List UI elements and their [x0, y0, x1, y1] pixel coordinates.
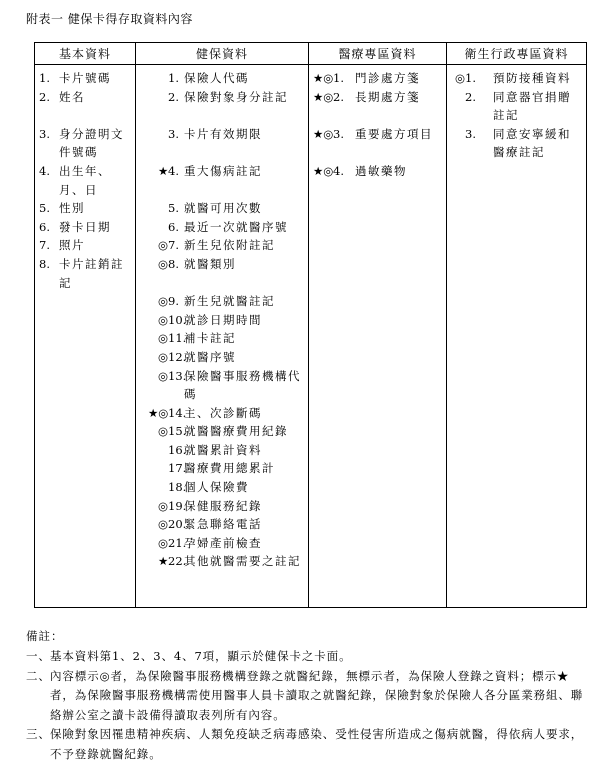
item-number: 3.: [333, 126, 344, 141]
spacer: [313, 106, 442, 125]
item-number: 1.: [333, 71, 344, 85]
item-text: 其他就醫需要之註記: [184, 554, 301, 569]
item-number: 6.: [168, 219, 179, 234]
list-item: [140, 367, 304, 404]
list-item: [140, 125, 304, 144]
item-text: 同意器官捐贈註記: [493, 89, 571, 123]
item-text: 身分證明文件號碼: [59, 126, 124, 160]
list-item: [140, 497, 304, 516]
list-item: [39, 88, 131, 107]
list-item: [39, 199, 131, 218]
item-number: 1.: [465, 71, 476, 85]
item-number: 13.: [168, 368, 187, 383]
marker-icon: ◎: [158, 294, 169, 309]
header-admin: 衛生行政專區資料: [447, 43, 587, 65]
item-number: 18.: [168, 480, 187, 495]
list-item: [313, 88, 442, 107]
list-item: [39, 162, 131, 199]
item-text: 新生兒依附註記: [184, 238, 275, 253]
list-item: [140, 69, 304, 88]
item-number: 4.: [39, 163, 50, 178]
spacer: [140, 181, 304, 200]
list-item: [140, 404, 304, 423]
item-number: 5.: [168, 201, 179, 216]
note-item: [26, 647, 592, 667]
item-number: 10.: [168, 312, 187, 327]
list-item: [140, 441, 304, 460]
marker-icon: ★◎: [313, 71, 334, 85]
marker-icon: ◎: [158, 368, 169, 383]
list-item: [451, 125, 582, 162]
item-text: 保險人代碼: [184, 71, 249, 85]
list-item: [313, 69, 442, 88]
note-text: 內容標示◎者，為保險醫事服務機構登錄之就醫紀錄，無標示者，為保險人登錄之資料；標示★者，為保險醫事服務機構需使用醫事人員卡讀取之就醫紀錄，保險對象於保險人各分區業務組、聯絡辦公室之讀卡設備得讀取表列所有內容。: [50, 668, 584, 722]
item-text: 卡片註銷註記: [59, 256, 124, 290]
item-number: 1.: [168, 71, 179, 85]
marker-icon: ◎: [158, 498, 169, 513]
marker-icon: ★◎: [313, 89, 334, 104]
item-text: 保健服務紀錄: [184, 498, 262, 513]
item-number: 8.: [39, 256, 50, 271]
spacer: [140, 274, 304, 293]
item-text: 個人保險費: [184, 480, 249, 495]
item-text: 預防接種資料: [493, 71, 571, 85]
item-text: 保險醫事服務機構代碼: [184, 368, 301, 402]
header-row: [35, 43, 587, 65]
list-item: [140, 515, 304, 534]
item-number: 7.: [39, 238, 50, 253]
list-item: [140, 311, 304, 330]
item-number: 3.: [465, 126, 476, 141]
list-item: [140, 218, 304, 237]
item-text: 發卡日期: [59, 219, 111, 234]
list-item: [39, 255, 131, 292]
list-item: [140, 292, 304, 311]
item-text: 過敏藥物: [355, 163, 407, 178]
item-number: 12.: [168, 349, 187, 364]
list-item: [140, 255, 304, 274]
spacer: [39, 106, 131, 125]
data-table: [34, 42, 587, 608]
page-title: 附表一 健保卡得存取資料內容: [26, 12, 193, 26]
item-text: 長期處方箋: [355, 89, 420, 104]
note-prefix: 三、: [26, 727, 51, 741]
spacer: [140, 106, 304, 125]
marker-icon: ★: [158, 163, 169, 178]
item-text: 出生年、月、日: [59, 163, 111, 197]
item-number: 2.: [333, 89, 344, 104]
item-number: 7.: [168, 238, 179, 253]
medical-column: [309, 65, 447, 608]
list-item: [140, 422, 304, 441]
note-prefix: 一、: [26, 649, 51, 663]
item-number: 1.: [39, 71, 50, 85]
item-text: 重要處方項目: [355, 126, 433, 141]
header-medical: 醫療專區資料: [309, 43, 447, 65]
item-number: 3.: [39, 126, 50, 141]
item-number: 16.: [168, 442, 187, 457]
item-text: 照片: [59, 238, 85, 253]
header-health: 健保資料: [136, 43, 309, 65]
item-text: 性別: [59, 201, 85, 216]
item-text: 緊急聯絡電話: [184, 517, 262, 532]
list-item: [39, 125, 131, 162]
list-item: [313, 125, 442, 144]
item-number: 17.: [168, 461, 187, 476]
spacer: [313, 143, 442, 162]
list-item: [140, 348, 304, 367]
item-number: 14.: [168, 405, 187, 420]
marker-icon: ◎: [158, 238, 169, 253]
list-item: [140, 199, 304, 218]
item-text: 卡片有效期限: [184, 126, 262, 141]
note-text: 保險對象因罹患精神疾病、人類免疫缺乏病毒感染、受性侵害所造成之傷病就醫，得依病人要求，不予登錄就醫紀錄。: [50, 727, 584, 761]
item-number: 19.: [168, 498, 187, 513]
list-item: [140, 478, 304, 497]
item-text: 就醫類別: [184, 256, 236, 271]
item-text: 重大傷病註記: [184, 163, 262, 178]
item-number: 6.: [39, 219, 50, 234]
basic-column: [35, 65, 136, 608]
marker-icon: ◎: [158, 517, 169, 532]
marker-icon: ◎: [158, 256, 169, 271]
item-number: 2.: [39, 89, 50, 104]
note-prefix: 二、: [26, 668, 51, 683]
marker-icon: ◎: [158, 535, 169, 550]
health-column: [136, 65, 309, 608]
item-number: 21.: [168, 535, 187, 550]
marker-icon: ◎: [158, 331, 169, 346]
list-item: [140, 162, 304, 181]
list-item: [140, 552, 304, 571]
item-number: 4.: [168, 163, 179, 178]
admin-column: [447, 65, 587, 608]
item-number: 2.: [168, 89, 179, 104]
item-text: 門診處方箋: [355, 71, 420, 85]
item-text: 就醫可用次數: [184, 201, 262, 216]
note-item: [26, 667, 592, 726]
item-number: 15.: [168, 424, 187, 439]
list-item: [451, 69, 582, 88]
item-text: 孕婦產前檢查: [184, 535, 262, 550]
item-number: 11.: [168, 331, 187, 346]
item-number: 5.: [39, 201, 50, 216]
list-item: [313, 162, 442, 181]
list-item: [140, 88, 304, 107]
list-item: [451, 88, 582, 125]
list-item: [140, 236, 304, 255]
marker-icon: ◎: [455, 71, 466, 85]
marker-icon: ★◎: [313, 163, 334, 178]
marker-icon: ★: [158, 554, 169, 569]
item-text: 就醫累計資料: [184, 442, 262, 457]
marker-icon: ◎: [158, 312, 169, 327]
item-number: 3.: [168, 126, 179, 141]
item-text: 姓名: [59, 89, 85, 104]
item-text: 補卡註記: [184, 331, 236, 346]
list-item: [39, 218, 131, 237]
note-text: 基本資料第1、2、3、4、7項，顯示於健保卡之卡面。: [50, 649, 352, 663]
marker-icon: ★◎: [148, 405, 169, 420]
marker-icon: ◎: [158, 424, 169, 439]
item-text: 新生兒就醫註記: [184, 294, 275, 309]
item-number: 9.: [168, 294, 179, 309]
item-number: 2.: [465, 89, 476, 104]
spacer: [140, 143, 304, 162]
list-item: [140, 534, 304, 553]
item-number: 22.: [168, 554, 187, 569]
item-text: 保險對象身分註記: [184, 89, 288, 104]
notes-list: [26, 647, 592, 764]
item-number: 4.: [333, 163, 344, 178]
item-text: 同意安寧緩和醫療註記: [493, 126, 571, 160]
item-number: 20.: [168, 517, 187, 532]
item-text: 就醫醫療費用紀錄: [184, 424, 288, 439]
notes-section: [26, 627, 592, 764]
item-number: 8.: [168, 256, 179, 271]
note-item: [26, 725, 592, 764]
marker-icon: ◎: [158, 349, 169, 364]
list-item: [39, 236, 131, 255]
item-text: 醫療費用總累計: [184, 461, 275, 476]
list-item: [39, 69, 131, 88]
content-row: [35, 65, 587, 608]
item-text: 主、次診斷碼: [184, 405, 262, 420]
item-text: 卡片號碼: [59, 71, 111, 85]
item-text: 就診日期時間: [184, 312, 262, 327]
list-item: [140, 329, 304, 348]
item-text: 就醫序號: [184, 349, 236, 364]
notes-heading: 備註：: [26, 629, 64, 643]
header-basic: 基本資料: [35, 43, 136, 65]
item-text: 最近一次就醫序號: [184, 219, 288, 234]
list-item: [140, 459, 304, 478]
marker-icon: ★◎: [313, 126, 334, 141]
